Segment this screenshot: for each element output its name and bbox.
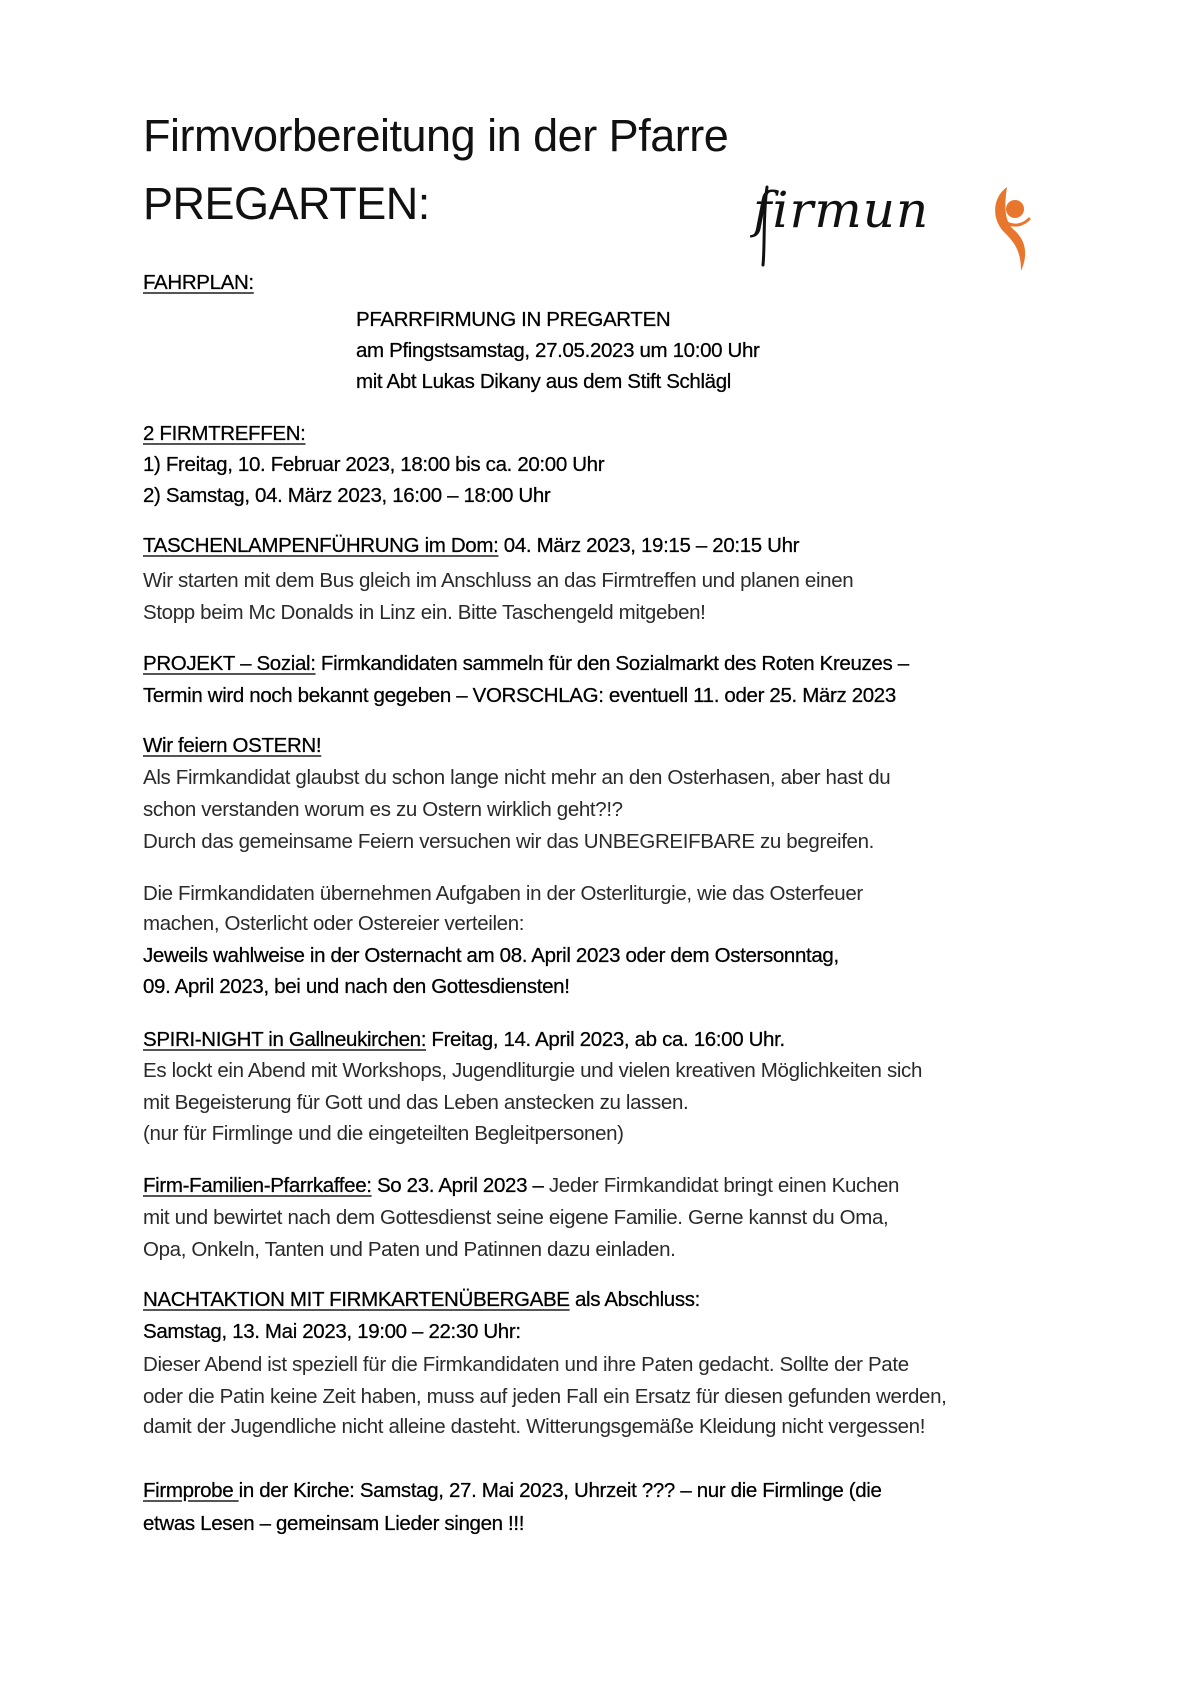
fahrplan-heading: FAHRPLAN: [143, 271, 254, 294]
logo-text: firmun [753, 181, 930, 239]
spiri-heading: SPIRI-NIGHT in Gallneukirchen: [143, 1028, 427, 1051]
page-title-line-1: Firmvorbereitung in der Pfarre [143, 110, 729, 161]
firmung-celebrant: mit Abt Lukas Dikany aus dem Stift Schlägl [356, 370, 731, 393]
ostern-body: Durch das gemeinsame Feiern versuchen wir das UNBEGREIFBARE zu begreifen. [143, 830, 874, 853]
spiri-body: mit Begeisterung für Gott und das Leben anstecken zu lassen. [143, 1091, 689, 1114]
firmprobe-line-2: etwas Lesen – gemeinsam Lieder singen !!! [143, 1512, 525, 1535]
taschenlampe-date: 04. März 2023, 19:15 – 20:15 Uhr [498, 534, 800, 557]
ostern-emphasis: 09. April 2023, bei und nach den Gottesdiensten! [143, 975, 570, 998]
ostern-body-2: machen, Osterlicht oder Ostereier verteilen: [143, 912, 525, 935]
person-figure-icon [995, 187, 1029, 271]
ostern-heading: Wir feiern OSTERN! [143, 734, 322, 757]
ostern-emphasis: Jeweils wahlweise in der Osternacht am 08. April 2023 oder dem Ostersonntag, [143, 944, 839, 967]
nachtaktion-date: Samstag, 13. Mai 2023, 19:00 – 22:30 Uhr: [143, 1320, 521, 1343]
firmtreffen-heading: 2 FIRMTREFFEN: [143, 422, 306, 445]
firmtreffen-item: 2) Samstag, 04. März 2023, 16:00 – 18:00 Uhr [143, 484, 551, 507]
taschenlampe-heading: TASCHENLAMPENFÜHRUNG im Dom: [143, 534, 499, 557]
nachtaktion-heading-line [143, 1284, 700, 1316]
page-title-line-2: PREGARTEN: [143, 178, 430, 229]
kaffee-date: So 23. April 2023 – [371, 1174, 544, 1197]
taschenlampe-body: Stopp beim Mc Donalds in Linz ein. Bitte Taschengeld mitgeben! [143, 601, 706, 624]
kaffee-heading: Firm-Familien-Pfarrkaffee: [143, 1174, 372, 1197]
spiri-body: Es lockt ein Abend mit Workshops, Jugendliturgie und vielen kreativen Möglichkeiten sich [143, 1059, 923, 1082]
nachtaktion-heading-rest: als Abschluss: [569, 1288, 700, 1311]
projekt-text: Firmkandidaten sammeln für den Sozialmarkt des Roten Kreuzes – [315, 652, 909, 675]
kaffee-line-1 [143, 1170, 899, 1202]
ostern-body: Als Firmkandidat glaubst du schon lange nicht mehr an den Osterhasen, aber hast du [143, 766, 891, 789]
ostern-body-2: Die Firmkandidaten übernehmen Aufgaben in der Osterliturgie, wie das Osterfeuer [143, 882, 863, 905]
firmprobe-heading: Firmprobe [143, 1479, 239, 1502]
projekt-line-1 [143, 648, 909, 680]
spiri-body: (nur für Firmlinge und die eingeteilten Begleitpersonen) [143, 1122, 624, 1145]
projekt-heading: PROJEKT – Sozial: [143, 652, 316, 675]
nachtaktion-heading: NACHTAKTION MIT FIRMKARTENÜBERGABE [143, 1288, 570, 1311]
ostern-body: schon verstanden worum es zu Ostern wirklich geht?!? [143, 798, 623, 821]
firmung-title: PFARRFIRMUNG IN PREGARTEN [356, 308, 671, 331]
nachtaktion-body: Dieser Abend ist speziell für die Firmkandidaten und ihre Paten gedacht. Sollte der Pate [143, 1353, 909, 1376]
kaffee-body: Opa, Onkeln, Tanten und Paten und Patinnen dazu einladen. [143, 1238, 676, 1261]
kaffee-body: mit und bewirtet nach dem Gottesdienst seine eigene Familie. Gerne kannst du Oma, [143, 1206, 889, 1229]
firmtreffen-item: 1) Freitag, 10. Februar 2023, 18:00 bis ca. 20:00 Uhr [143, 453, 605, 476]
spiri-date: Freitag, 14. April 2023, ab ca. 16:00 Uhr. [426, 1028, 785, 1051]
taschenlampe-body: Wir starten mit dem Bus gleich im Anschluss an das Firmtreffen und planen einen [143, 569, 854, 592]
taschenlampe-heading-line [143, 530, 799, 562]
kaffee-text: Jeder Firmkandidat bringt einen Kuchen [543, 1174, 900, 1197]
firmprobe-text: in der Kirche: Samstag, 27. Mai 2023, Uhrzeit ??? – nur die Firmlinge (die [238, 1479, 882, 1502]
spiri-heading-line [143, 1024, 785, 1056]
firmprobe-line-1 [143, 1475, 882, 1507]
nachtaktion-body: damit der Jugendliche nicht alleine dasteht. Witterungsgemäße Kleidung nicht vergessen! [143, 1415, 926, 1438]
nachtaktion-body: oder die Patin keine Zeit haben, muss auf jeden Fall ein Ersatz für diesen gefunden werden, [143, 1385, 947, 1408]
projekt-line-2: Termin wird noch bekannt gegeben – VORSCHLAG: eventuell 11. oder 25. März 2023 [143, 684, 896, 707]
firmung-date: am Pfingstsamstag, 27.05.2023 um 10:00 Uhr [356, 339, 760, 362]
firmung-logo [745, 175, 1045, 275]
